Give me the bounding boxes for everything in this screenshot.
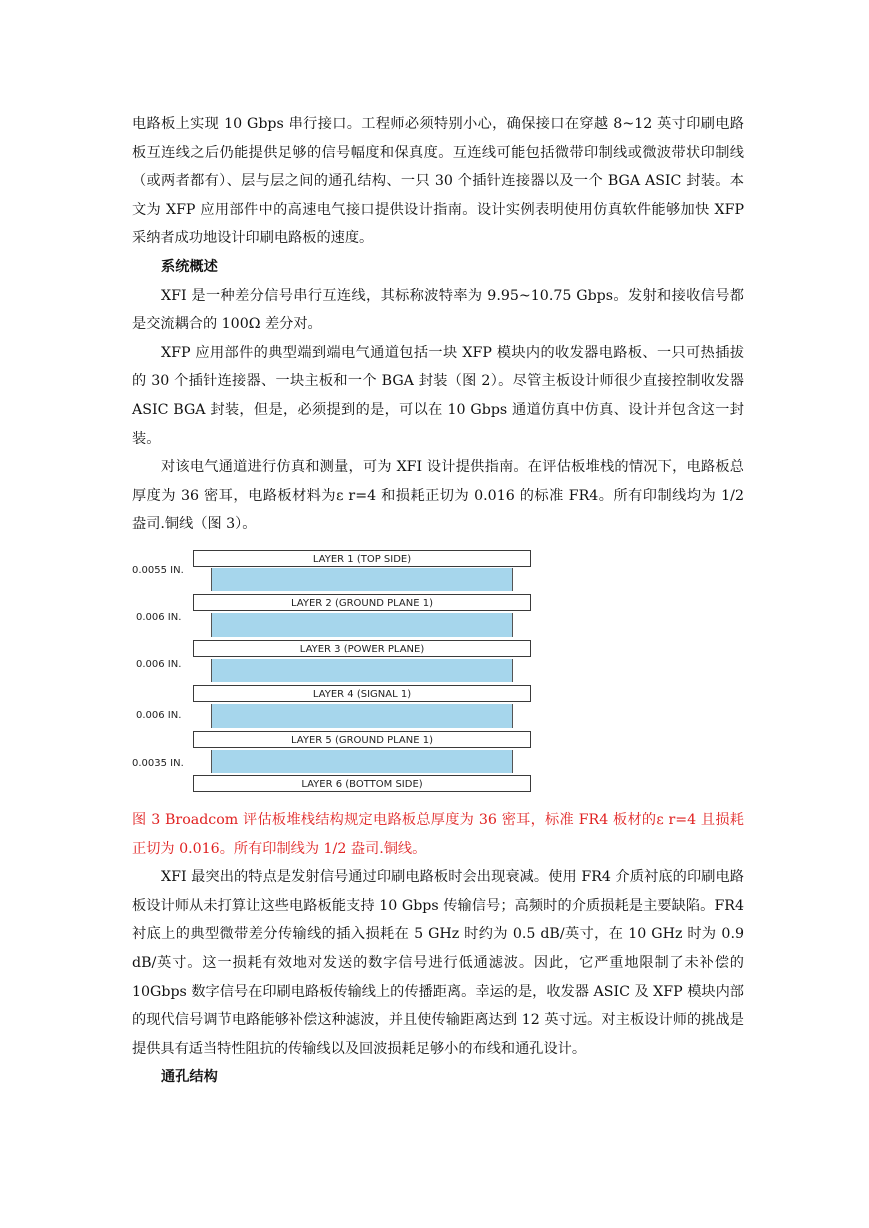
top-text-block xyxy=(132,110,744,539)
bottom-text-block xyxy=(132,806,744,1092)
overview-paragraph-3: 对该电气通道进行仿真和测量，可为 XFI 设计提供指南。在评估板堆栈的情况下，电路板总厚度为 36 密耳，电路板材料为ε r=4 和损耗正切为 0.016 的标准 FR4。所有印制线均为 1/2 盎司.铜线（图 3）。 xyxy=(132,459,744,533)
section-heading-via: 通孔结构 xyxy=(161,1069,218,1086)
thickness-label: 0.0055 IN. xyxy=(132,565,184,576)
thickness-label: 0.006 IN. xyxy=(136,659,182,670)
overview-paragraph-2: XFP 应用部件的典型端到端电气通道包括一块 XFP 模块内的收发器电路板、一只可热插拔的 30 个插针连接器、一块主板和一个 BGA 封装（图 2）。尽管主板设计师很少直接控制收发器 ASIC BGA 封装，但是，必须提到的是，可以在 10 Gbps 通道仿真中仿真、设计并包含这一封装。 xyxy=(132,344,744,447)
layer-1-bar: LAYER 1 (TOP SIDE) xyxy=(193,550,531,567)
section-heading-overview: 系统概述 xyxy=(161,258,218,275)
layer-4-bar: LAYER 4 (SIGNAL 1) xyxy=(193,685,531,702)
figure-caption: 图 3 Broadcom 评估板堆栈结构规定电路板总厚度为 36 密耳，标准 FR4 板材的ε r=4 且损耗正切为 0.016。所有印制线为 1/2 盎司.铜线。 xyxy=(132,812,744,857)
dielectric-region xyxy=(211,659,513,682)
dielectric-region xyxy=(211,750,513,773)
layer-3-bar: LAYER 3 (POWER PLANE) xyxy=(193,640,531,657)
pcb-stackup-figure xyxy=(132,546,534,796)
dielectric-region xyxy=(211,613,513,637)
thickness-label: 0.0035 IN. xyxy=(132,758,184,769)
layer-6-bar: LAYER 6 (BOTTOM SIDE) xyxy=(193,775,531,792)
overview-paragraph-1: XFI 是一种差分信号串行互连线，其标称波特率为 9.95~10.75 Gbps。发射和接收信号都是交流耦合的 100Ω 差分对。 xyxy=(132,287,744,333)
dielectric-region xyxy=(211,568,513,591)
layer-2-bar: LAYER 2 (GROUND PLANE 1) xyxy=(193,594,531,611)
intro-paragraph: 电路板上实现 10 Gbps 串行接口。工程师必须特别小心，确保接口在穿越 8~12 英寸印刷电路板互连线之后仍能提供足够的信号幅度和保真度。互连线可能包括微带印制线或微波带状印制线（或两者都有）、层与层之间的通孔结构、一只 30 个插针连接器以及一个 BGA ASIC 封装。本文为 XFP 应用部件中的高速电气接口提供设计指南。设计实例表明使用仿真软件能够加快 XFP 采纳者成功地设计印刷电路板的速度。 xyxy=(132,116,744,247)
thickness-label: 0.006 IN. xyxy=(136,710,182,721)
dielectric-region xyxy=(211,704,513,728)
layer-5-bar: LAYER 5 (GROUND PLANE 1) xyxy=(193,731,531,748)
thickness-label: 0.006 IN. xyxy=(136,612,182,623)
body-paragraph: XFI 最突出的特点是发射信号通过印刷电路板时会出现衰减。使用 FR4 介质衬底的印刷电路板设计师从未打算让这些电路板能支持 10 Gbps 传输信号；高频时的介质损耗是主要缺陷。FR4 衬底上的典型微带差分传输线的插入损耗在 5 GHz 时约为 0.5 dB/英寸，在 10 GHz 时为 0.9 dB/英寸。这一损耗有效地对发送的数字信号进行低通滤波。因此，它严重地限制了未补偿的 10Gbps 数字信号在印刷电路板传输线上的传播距离。幸运的是，收发器 ASIC 及 XFP 模块内部的现代信号调节电路能够补偿这种滤波，并且使传输距离达到 12 英寸远。对主板设计师的挑战是提供具有适当特性阻抗的传输线以及回波损耗足够小的布线和通孔设计。 xyxy=(132,869,744,1057)
